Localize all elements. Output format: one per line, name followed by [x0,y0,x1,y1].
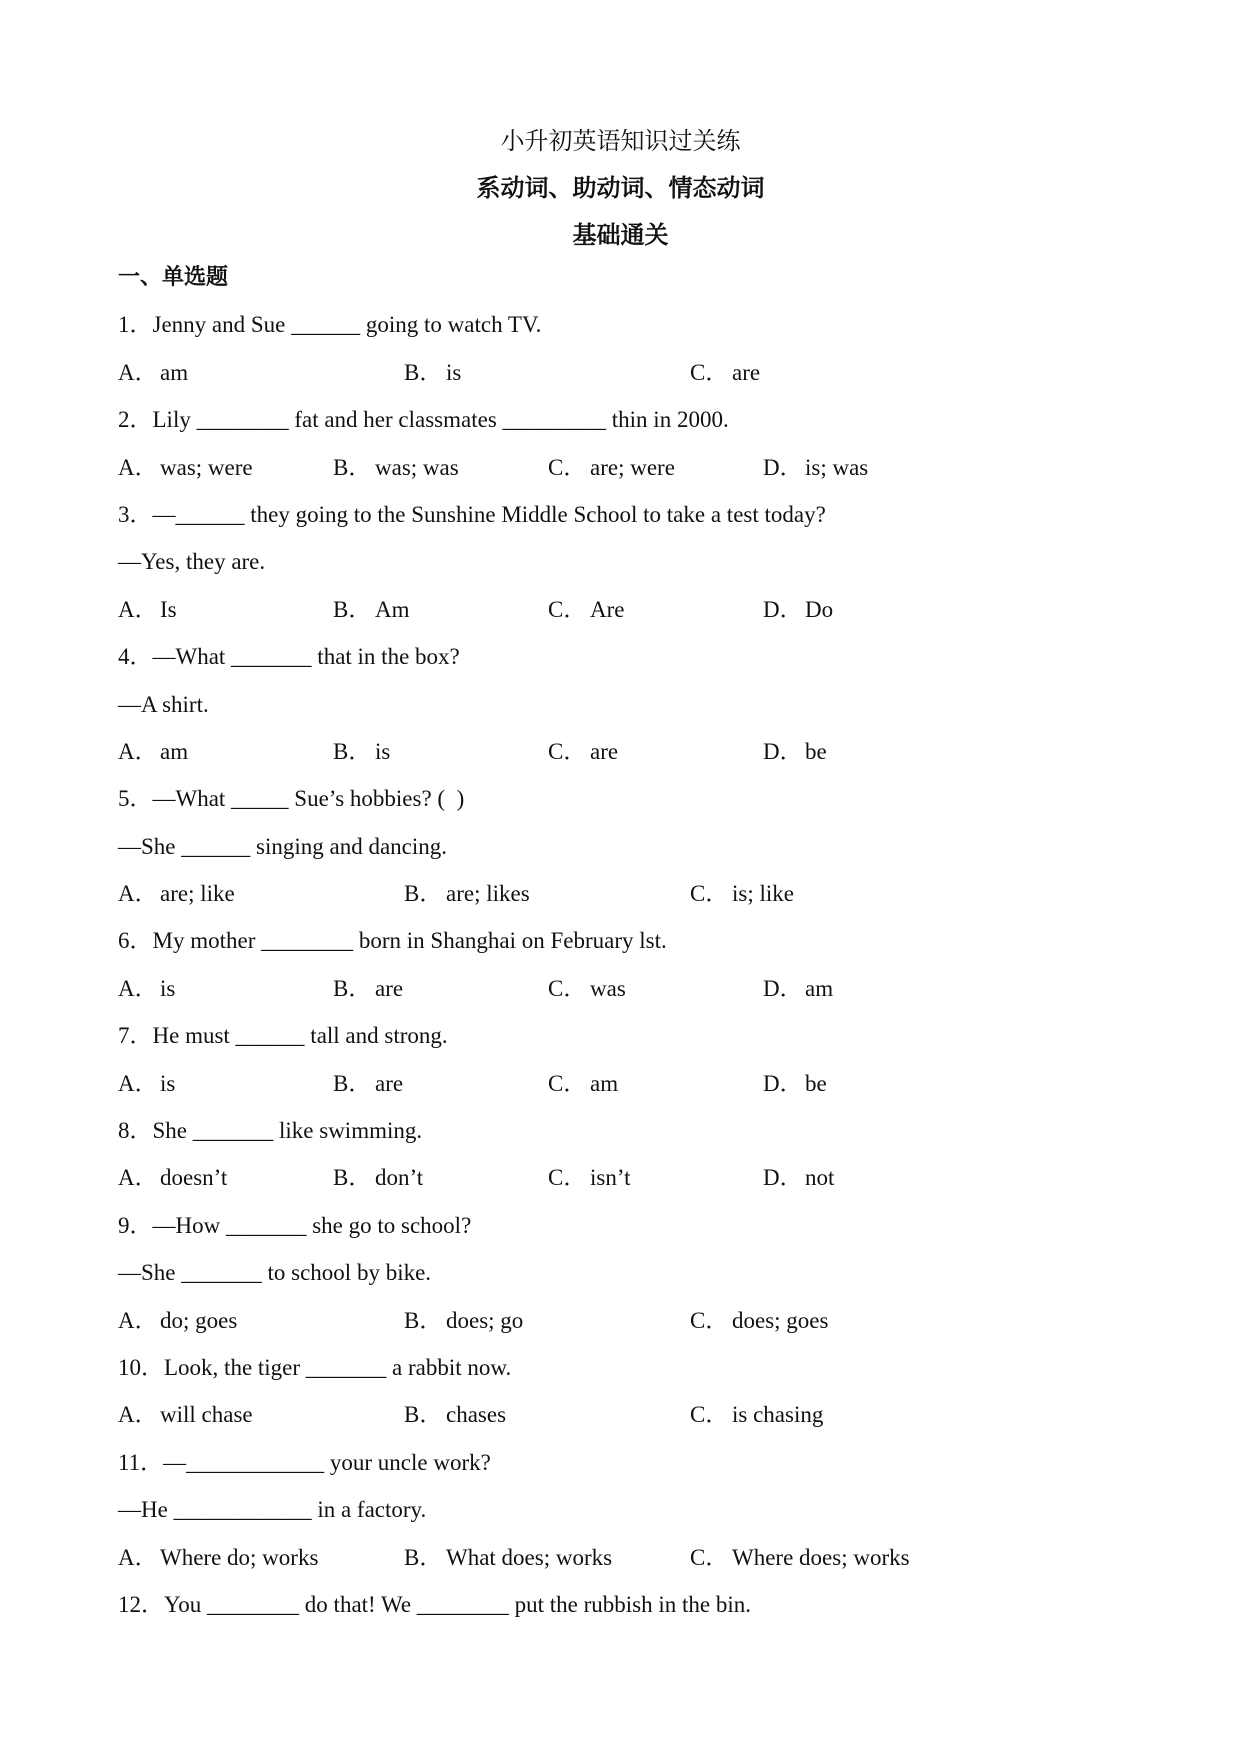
answer-options [118,1154,1158,1201]
answer-option [118,870,404,917]
answer-option [548,728,763,775]
question-text: 8．She _______ like swimming. [118,1118,423,1144]
option-text: not [805,1165,835,1191]
answer-option [548,586,763,633]
option-text: do; goes [160,1307,238,1333]
option-letter: D． [763,975,803,1001]
option-text: Where do; works [160,1544,319,1570]
option-letter: B． [333,596,372,622]
option-letter: A． [118,1070,158,1096]
answer-options [118,444,1158,491]
answer-option [118,1297,404,1344]
worksheet-content [118,254,1158,1628]
option-letter: C． [690,1544,729,1570]
option-letter: D． [763,596,803,622]
answer-options [118,870,1158,917]
option-letter: A． [118,975,158,1001]
answer-option [404,1391,690,1438]
option-text: isn’t [590,1165,631,1191]
option-text: does; go [446,1307,524,1333]
answer-option [118,1534,404,1581]
option-letter: A． [118,596,158,622]
option-letter: B． [404,1544,443,1570]
option-text: are; were [590,454,675,480]
option-letter: D． [763,454,803,480]
option-text: is; was [805,454,869,480]
option-text: is; like [732,881,794,907]
answer-option [548,1060,763,1107]
answer-option [404,349,690,396]
option-letter: B． [333,738,372,764]
option-text: is chasing [732,1402,824,1428]
question-text: 11．—____________ your uncle work? [118,1449,491,1475]
option-letter: A． [118,1402,158,1428]
answer-option [404,1534,690,1581]
option-text: chases [446,1402,507,1428]
question-text: 6．My mother ________ born in Shanghai on February lst. [118,928,667,954]
answer-option [333,586,548,633]
option-letter: B． [404,359,443,385]
question-response-line: —Yes, they are. [118,549,266,575]
question-text: 9．—How _______ she go to school? [118,1212,472,1238]
answer-option [118,1060,333,1107]
option-letter: C． [548,454,587,480]
question-item [118,917,1158,1012]
option-letter: D． [763,738,803,764]
question-item [118,301,1158,396]
option-letter: C． [548,975,587,1001]
option-letter: B． [404,881,443,907]
answer-options [118,1534,1158,1581]
option-text: are; likes [446,881,530,907]
answer-option [763,586,978,633]
answer-option [690,349,976,396]
answer-option [763,1154,978,1201]
question-text: 12．You ________ do that! We ________ put the rubbish in the bin. [118,1591,751,1617]
question-item [118,1581,1158,1628]
option-text: Where does; works [732,1544,910,1570]
option-letter: C． [690,881,729,907]
option-letter: B． [333,975,372,1001]
answer-options [118,1297,1158,1344]
option-letter: A． [118,454,158,480]
question-item [118,1344,1158,1439]
answer-option [548,965,763,1012]
option-text: doesn’t [160,1165,228,1191]
option-letter: B． [333,454,372,480]
option-text: is [160,1070,176,1096]
option-text: Is [160,596,177,622]
option-text: Are [590,596,625,622]
option-text: What does; works [446,1544,613,1570]
option-text: don’t [375,1165,424,1191]
answer-option [333,1154,548,1201]
option-letter: D． [763,1070,803,1096]
answer-option [118,444,333,491]
answer-option [333,728,548,775]
option-letter: B． [404,1402,443,1428]
answer-options [118,1060,1158,1107]
question-text: 10．Look, the tiger _______ a rabbit now. [118,1354,512,1380]
option-letter: C． [548,1070,587,1096]
question-item [118,1439,1158,1581]
answer-option [404,870,690,917]
worksheet-header [0,118,1241,259]
option-letter: C． [548,596,587,622]
option-letter: B． [404,1307,443,1333]
answer-option [118,728,333,775]
answer-option [548,1154,763,1201]
option-text: will chase [160,1402,253,1428]
option-text: is [160,975,176,1001]
answer-option [118,349,404,396]
question-text: 3．—______ they going to the Sunshine Middle School to take a test today? [118,501,826,527]
answer-option [118,1154,333,1201]
option-text: are [375,975,404,1001]
option-letter: C． [690,359,729,385]
option-letter: A． [118,881,158,907]
option-text: Do [805,596,834,622]
option-text: be [805,738,827,764]
answer-options [118,965,1158,1012]
answer-option [548,444,763,491]
question-item [118,1202,1158,1344]
answer-option [333,965,548,1012]
option-text: am [590,1070,619,1096]
answer-option [333,1060,548,1107]
option-text: is [375,738,391,764]
answer-option [763,444,978,491]
option-text: does; goes [732,1307,829,1333]
option-letter: B． [333,1165,372,1191]
option-letter: C． [548,1165,587,1191]
question-response-line: —He ____________ in a factory. [118,1497,427,1523]
question-item [118,775,1158,917]
option-letter: C． [690,1402,729,1428]
answer-option [763,728,978,775]
answer-option [333,444,548,491]
question-item [118,396,1158,491]
question-text: 4．—What _______ that in the box? [118,644,460,670]
answer-option [690,870,976,917]
option-text: be [805,1070,827,1096]
question-item [118,633,1158,775]
answer-option [118,965,333,1012]
option-letter: B． [333,1070,372,1096]
option-text: are [590,738,619,764]
option-letter: C． [690,1307,729,1333]
option-text: are [732,359,761,385]
question-text: 1．Jenny and Sue ______ going to watch TV. [118,312,542,338]
option-letter: D． [763,1165,803,1191]
question-item [118,1012,1158,1107]
option-text: am [160,738,189,764]
option-text: are; like [160,881,235,907]
option-letter: C． [548,738,587,764]
question-text: 2．Lily ________ fat and her classmates _________ thin in 2000. [118,407,729,433]
question-item [118,491,1158,633]
section-heading: 一、单选题 [118,265,229,290]
option-letter: A． [118,738,158,764]
answer-options [118,1391,1158,1438]
worksheet-subtitle: 系动词、助动词、情态动词 [476,174,765,202]
answer-options [118,728,1158,775]
question-text: 5．—What _____ Sue’s hobbies? ( ) [118,786,465,812]
answer-option [763,1060,978,1107]
answer-option [690,1391,976,1438]
option-text: am [160,359,189,385]
worksheet-title: 小升初英语知识过关练 [500,127,741,155]
answer-option [404,1297,690,1344]
question-text: 7．He must ______ tall and strong. [118,1023,448,1049]
option-letter: A． [118,1307,158,1333]
answer-option [763,965,978,1012]
answer-option [690,1534,976,1581]
option-letter: A． [118,359,158,385]
question-response-line: —She _______ to school by bike. [118,1260,432,1286]
option-text: Am [375,596,410,622]
answer-option [690,1297,976,1344]
question-response-line: —A shirt. [118,691,209,717]
answer-options [118,349,1158,396]
question-response-line: —She ______ singing and dancing. [118,833,447,859]
option-text: was [590,975,626,1001]
worksheet-level: 基础通关 [572,221,669,249]
option-text: was; was [375,454,459,480]
option-letter: A． [118,1165,158,1191]
question-item [118,1107,1158,1202]
answer-option [118,586,333,633]
option-text: was; were [160,454,253,480]
option-text: are [375,1070,404,1096]
option-text: is [446,359,462,385]
answer-options [118,586,1158,633]
answer-option [118,1391,404,1438]
option-text: am [805,975,834,1001]
question-list [118,301,1158,1628]
option-letter: A． [118,1544,158,1570]
